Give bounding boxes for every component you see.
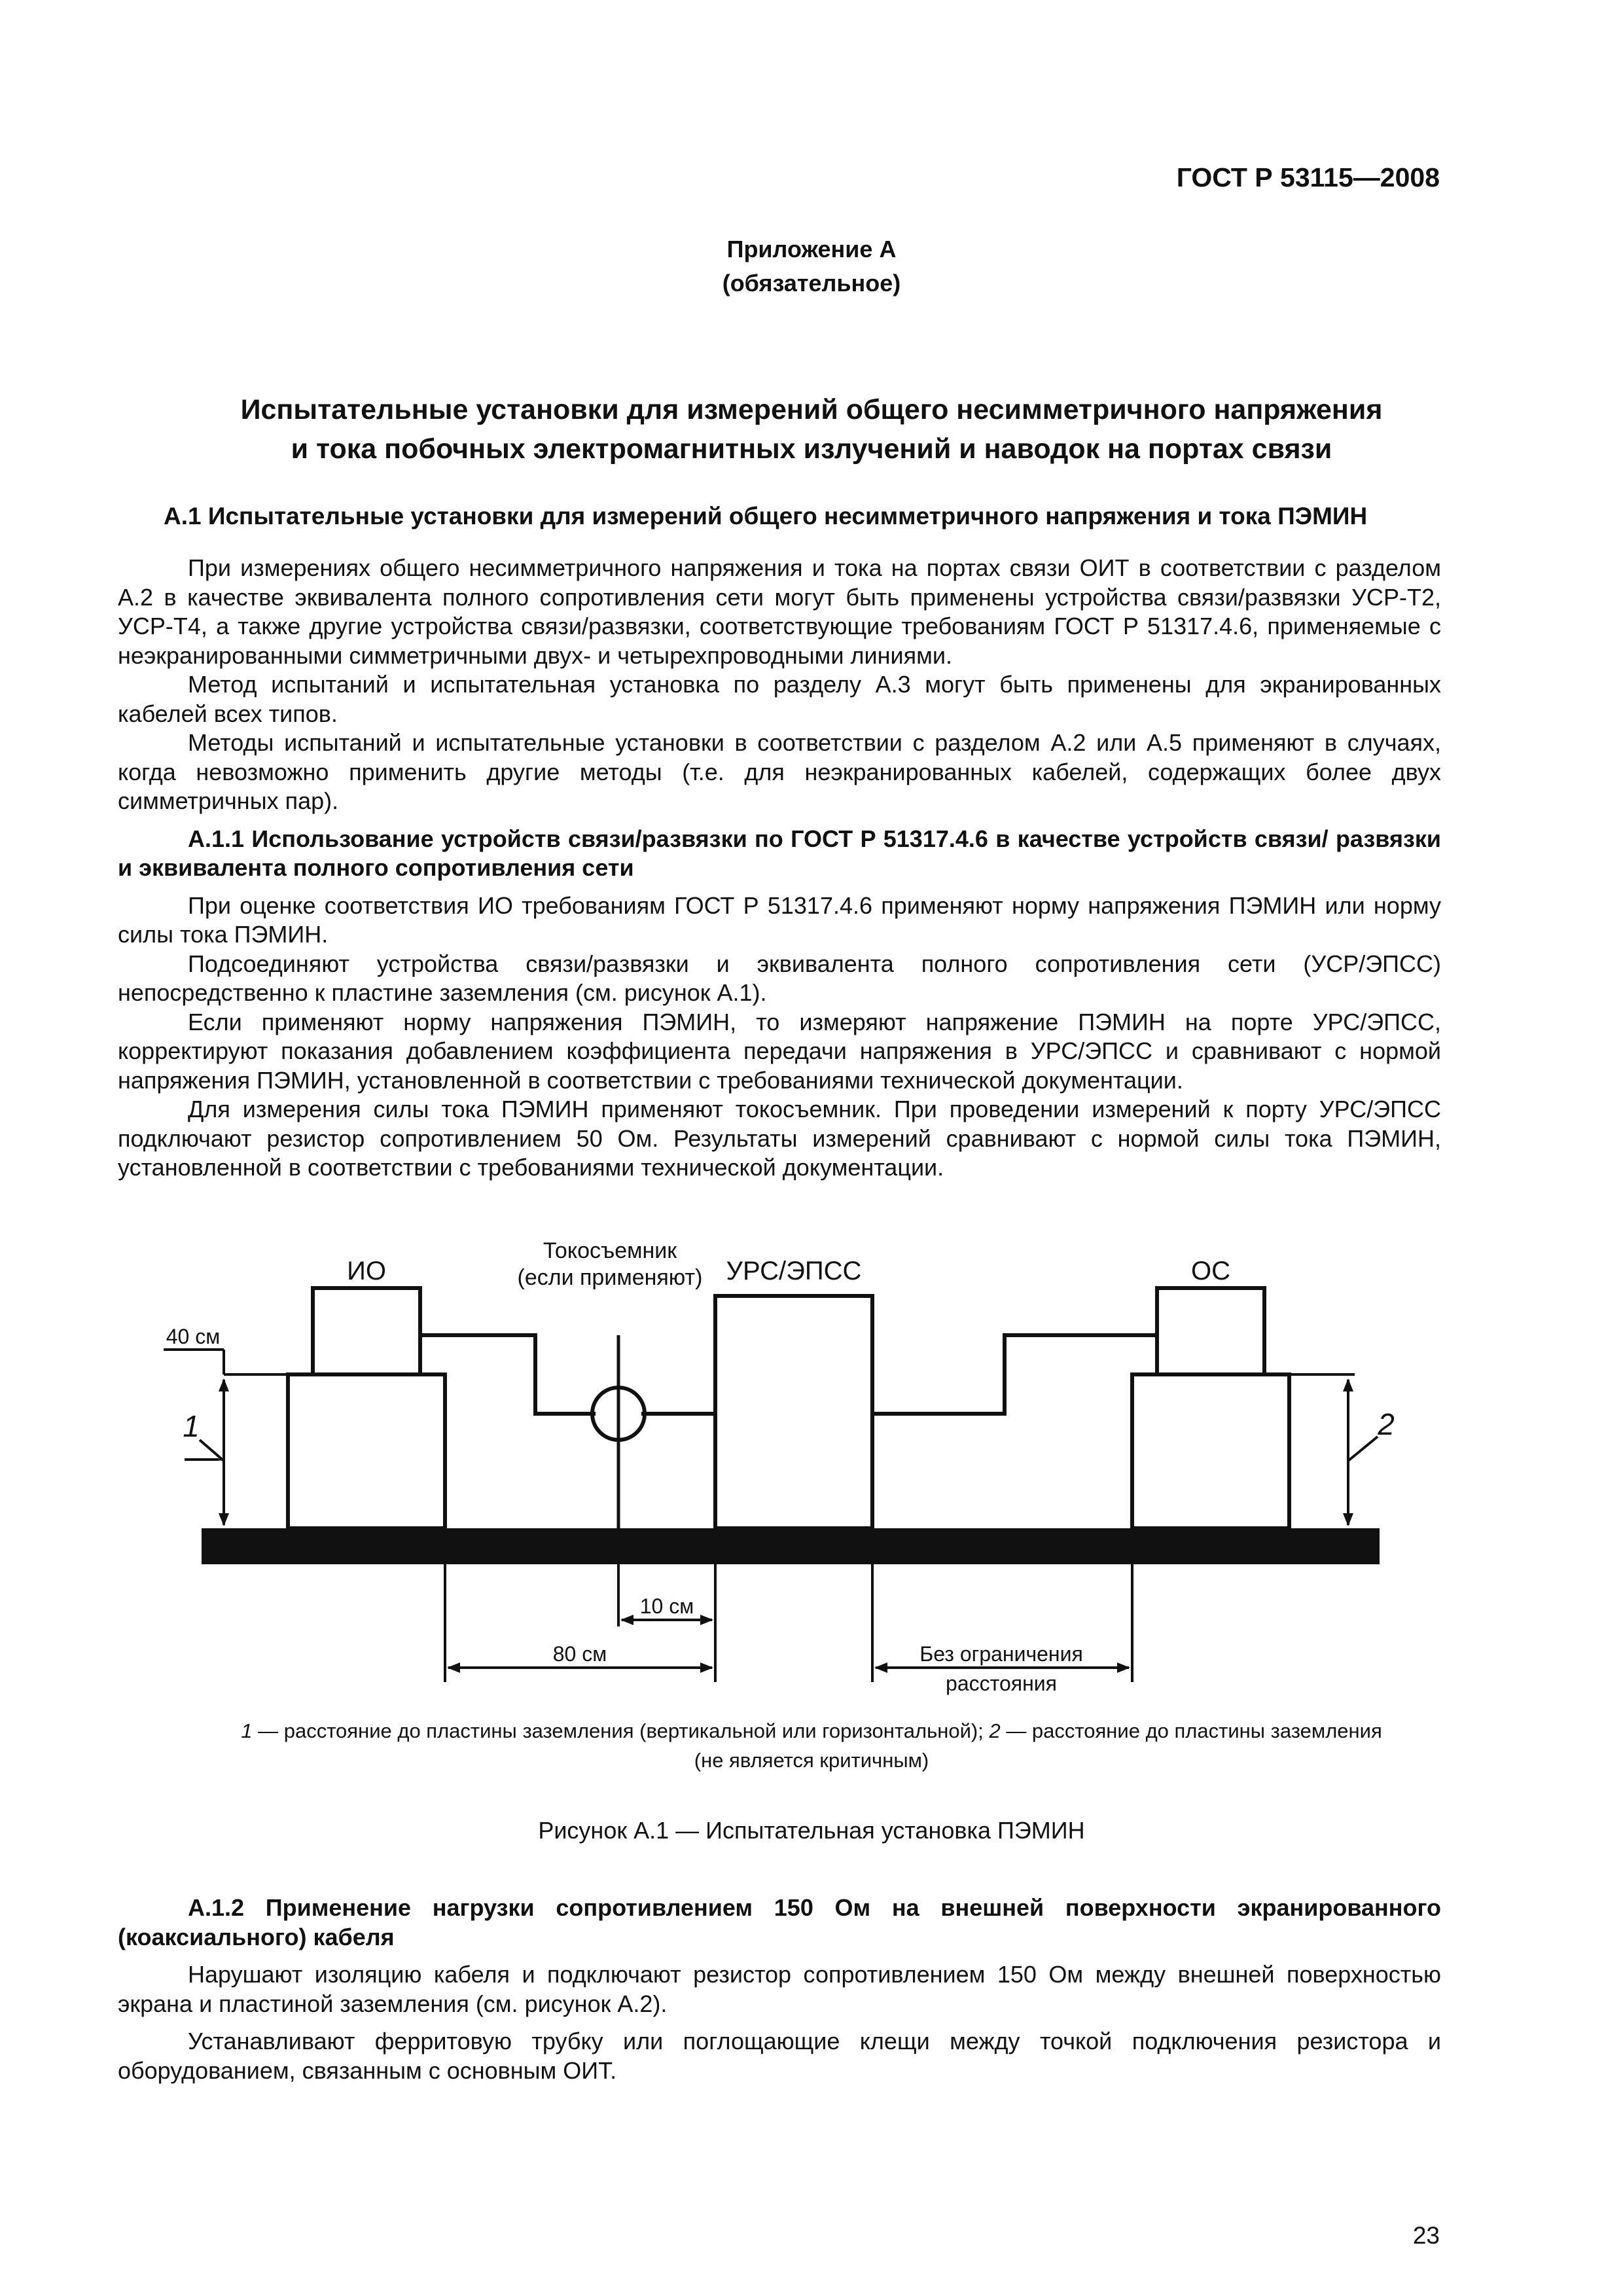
ground-plate — [202, 1528, 1380, 1564]
paragraph: Если применяют норму напряжения ПЭМИН, то измеряют напряжение ПЭМИН на порте УРС/ЭПСС, корректируют показания добавлением коэффициента передачи напряжения в УРС/ЭПСС и сравнивают с нормой напряжения ПЭМИН, установленной в соответствии с требованиями технической документации. — [118, 1008, 1441, 1094]
paragraph: Метод испытаний и испытательная установка по разделу А.3 могут быть применены для экранированных кабелей всех типов. — [118, 671, 1441, 727]
figure-legend — [0, 1716, 1623, 1775]
label-probe-1: Токосъемник — [543, 1238, 677, 1263]
cable-right — [872, 1335, 1157, 1414]
main-title-line2: и тока побочных электромагнитных излучений и наводок на портах связи — [291, 433, 1332, 465]
cdn-box — [715, 1296, 872, 1528]
paragraph: При измерениях общего несимметричного напряжения и тока на портах связи ОИТ в соответствии с разделом А.2 в качестве эквивалента полного сопротивления сети могут быть применены устройства связи/развязки УСР-Т2, УСР-Т4, а также другие устройства связи/развязки, соответствующие требованиям ГОСТ Р 51317.4.6, применяемые с неэкранированными симметричными двух- и четырехпроводными линиями. — [118, 554, 1441, 669]
main-title-line1: Испытательные установки для измерений общего несимметричного напряжения — [240, 394, 1383, 425]
legend-num-1: 1 — [241, 1719, 253, 1742]
label-10cm: 10 см — [639, 1594, 694, 1618]
label-2: 2 — [1378, 1407, 1395, 1441]
label-io: ИО — [347, 1257, 386, 1285]
legend-num-2: 2 — [989, 1719, 1001, 1742]
section-a12-heading: А.1.2 Применение нагрузки сопротивлением 150 Ом на внешней поверхности экранированного (коаксиального) кабеля — [118, 1894, 1441, 1950]
paragraph: Подсоединяют устройства связи/развязки и эквивалента полного сопротивления сети (УСР/ЭПСС) непосредственно к пластине заземления (см. рисунок А.1). — [118, 950, 1441, 1006]
text-block-bottom — [118, 1893, 1441, 2085]
label-no-limit-2: расстояния — [946, 1672, 1057, 1695]
label-80cm: 80 см — [552, 1642, 607, 1666]
paragraph: Устанавливают ферритовую трубку или поглощающие клещи между точкой подключения резистора и оборудованием, связанным с основным ОИТ. — [118, 2028, 1441, 2084]
paragraph: Для измерения силы тока ПЭМИН применяют токосъемник. При проведении измерений к порту УРС/ЭПСС подключают резистор сопротивлением 50 Ом. Результаты измерений сравнивают с нормой силы тока ПЭМИН, установленной в соответствии с требованиями технической документации. — [118, 1096, 1441, 1181]
label-40cm: 40 см — [166, 1325, 221, 1348]
paragraph: Нарушают изоляцию кабеля и подключают резистор сопротивлением 150 Ом между внешней поверхностью экрана и пластиной заземления (см. рисунок А.2). — [118, 1961, 1441, 2017]
page-number: 23 — [1412, 2222, 1440, 2249]
label-urs: УРС/ЭПСС — [726, 1257, 862, 1285]
annex-status: (обязательное) — [722, 270, 901, 296]
paragraph: Методы испытаний и испытательные установки в соответствии с разделом А.2 или А.5 применяют в случаях, когда невозможно применить другие методы (т.е. для неэкранированных кабелей, содержащих более двух симметричных пар). — [118, 729, 1441, 814]
section-a1-heading: А.1 Испытательные установки для измерений общего несимметричного напряжения и тока ПЭМИН — [164, 503, 1368, 529]
annex-title: Приложение А — [726, 236, 897, 262]
label-probe-2: (если применяют) — [517, 1265, 703, 1290]
figure-legend-line2: (не является критичным) — [694, 1749, 929, 1772]
eut-unit — [313, 1288, 420, 1374]
label-os: ОС — [1191, 1257, 1230, 1285]
figure-legend-line1 — [0, 1716, 1623, 1746]
legend-text-2: — расстояние до пластины заземления — [1000, 1719, 1382, 1742]
figure-title: Рисунок А.1 — Испытательная установка ПЭМИН — [538, 1817, 1085, 1844]
ae-unit — [1157, 1288, 1264, 1374]
ae-table — [1132, 1374, 1289, 1528]
document-code: ГОСТ Р 53115—2008 — [1176, 162, 1440, 192]
legend-text-1: — расстояние до пластины заземления (вертикальной или горизонтальной); — [252, 1719, 990, 1742]
label-no-limit-1: Без ограничения — [919, 1642, 1083, 1666]
paragraph: При оценке соответствия ИО требованиям ГОСТ Р 51317.4.6 применяют норму напряжения ПЭМИН или норму силы тока ПЭМИН. — [118, 891, 1441, 948]
section-a11-heading: А.1.1 Использование устройств связи/развязки по ГОСТ Р 51317.4.6 в качестве устройств связи/ развязки и эквивалента полного сопротивления сети — [118, 825, 1441, 881]
eut-table — [288, 1374, 445, 1528]
label-1: 1 — [183, 1409, 200, 1443]
